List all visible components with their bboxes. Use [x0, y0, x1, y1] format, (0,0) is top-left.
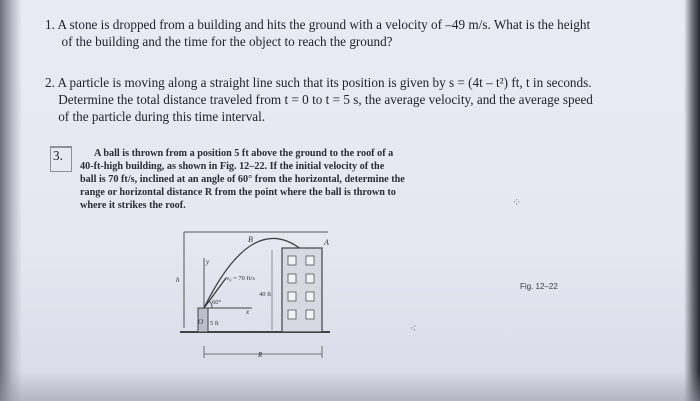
- label-40ft: 40 ft: [259, 291, 272, 298]
- smudge-mark: ⁖: [410, 323, 417, 335]
- label-x: x: [246, 308, 250, 316]
- question-3-line-5: where it strikes the roof.: [80, 200, 186, 211]
- label-O: O: [198, 318, 204, 326]
- left-edge-shadow: [0, 0, 22, 401]
- question-1-line-2: of the building and the time for the object to reach the ground?: [45, 34, 393, 49]
- label-initial-velocity: v₀ = 70 ft/s: [226, 275, 255, 282]
- question-3-number: 3.: [50, 146, 72, 172]
- label-R: R: [258, 351, 263, 359]
- right-edge-shadow: [684, 0, 700, 401]
- smudge-mark: ⁘: [512, 197, 522, 209]
- question-1-line-1: 1. A stone is dropped from a building and hits the ground with a velocity of –49 m/s. What is the height: [45, 17, 591, 32]
- label-5ft: 5 ft: [210, 320, 219, 327]
- label-B: B: [248, 235, 253, 244]
- label-y: y: [206, 258, 210, 266]
- question-3-line-1: A ball is thrown from a position 5 ft above the ground to the roof of a: [94, 148, 394, 159]
- label-A: A: [324, 238, 329, 247]
- question-3-line-2: 40-ft-high building, as shown in Fig. 12–22. If the initial velocity of the: [80, 161, 385, 172]
- question-3-text: [80, 147, 450, 212]
- bottom-edge-shadow: [0, 371, 700, 401]
- question-2-line-1: 2. A particle is moving along a straight line such that its position is given by s = (4t – t²) ft, t in seconds.: [45, 75, 592, 90]
- question-2-line-3: of the particle during this time interval.: [45, 109, 266, 124]
- question-1: [45, 16, 645, 50]
- question-2: [45, 74, 645, 125]
- label-h: h: [176, 276, 180, 284]
- figure-caption: Fig. 12–22: [520, 282, 558, 291]
- question-3-line-4: range or horizontal distance R from the point where the ball is thrown to: [80, 187, 396, 198]
- question-3-line-3: ball is 70 ft/s, inclined at an angle of 60° from the horizontal, determine the: [80, 174, 405, 185]
- label-angle: 60°: [212, 299, 222, 306]
- question-2-line-2: Determine the total distance traveled from t = 0 to t = 5 s, the average velocity, and the average speed: [45, 92, 593, 107]
- projectile-figure: [160, 220, 360, 360]
